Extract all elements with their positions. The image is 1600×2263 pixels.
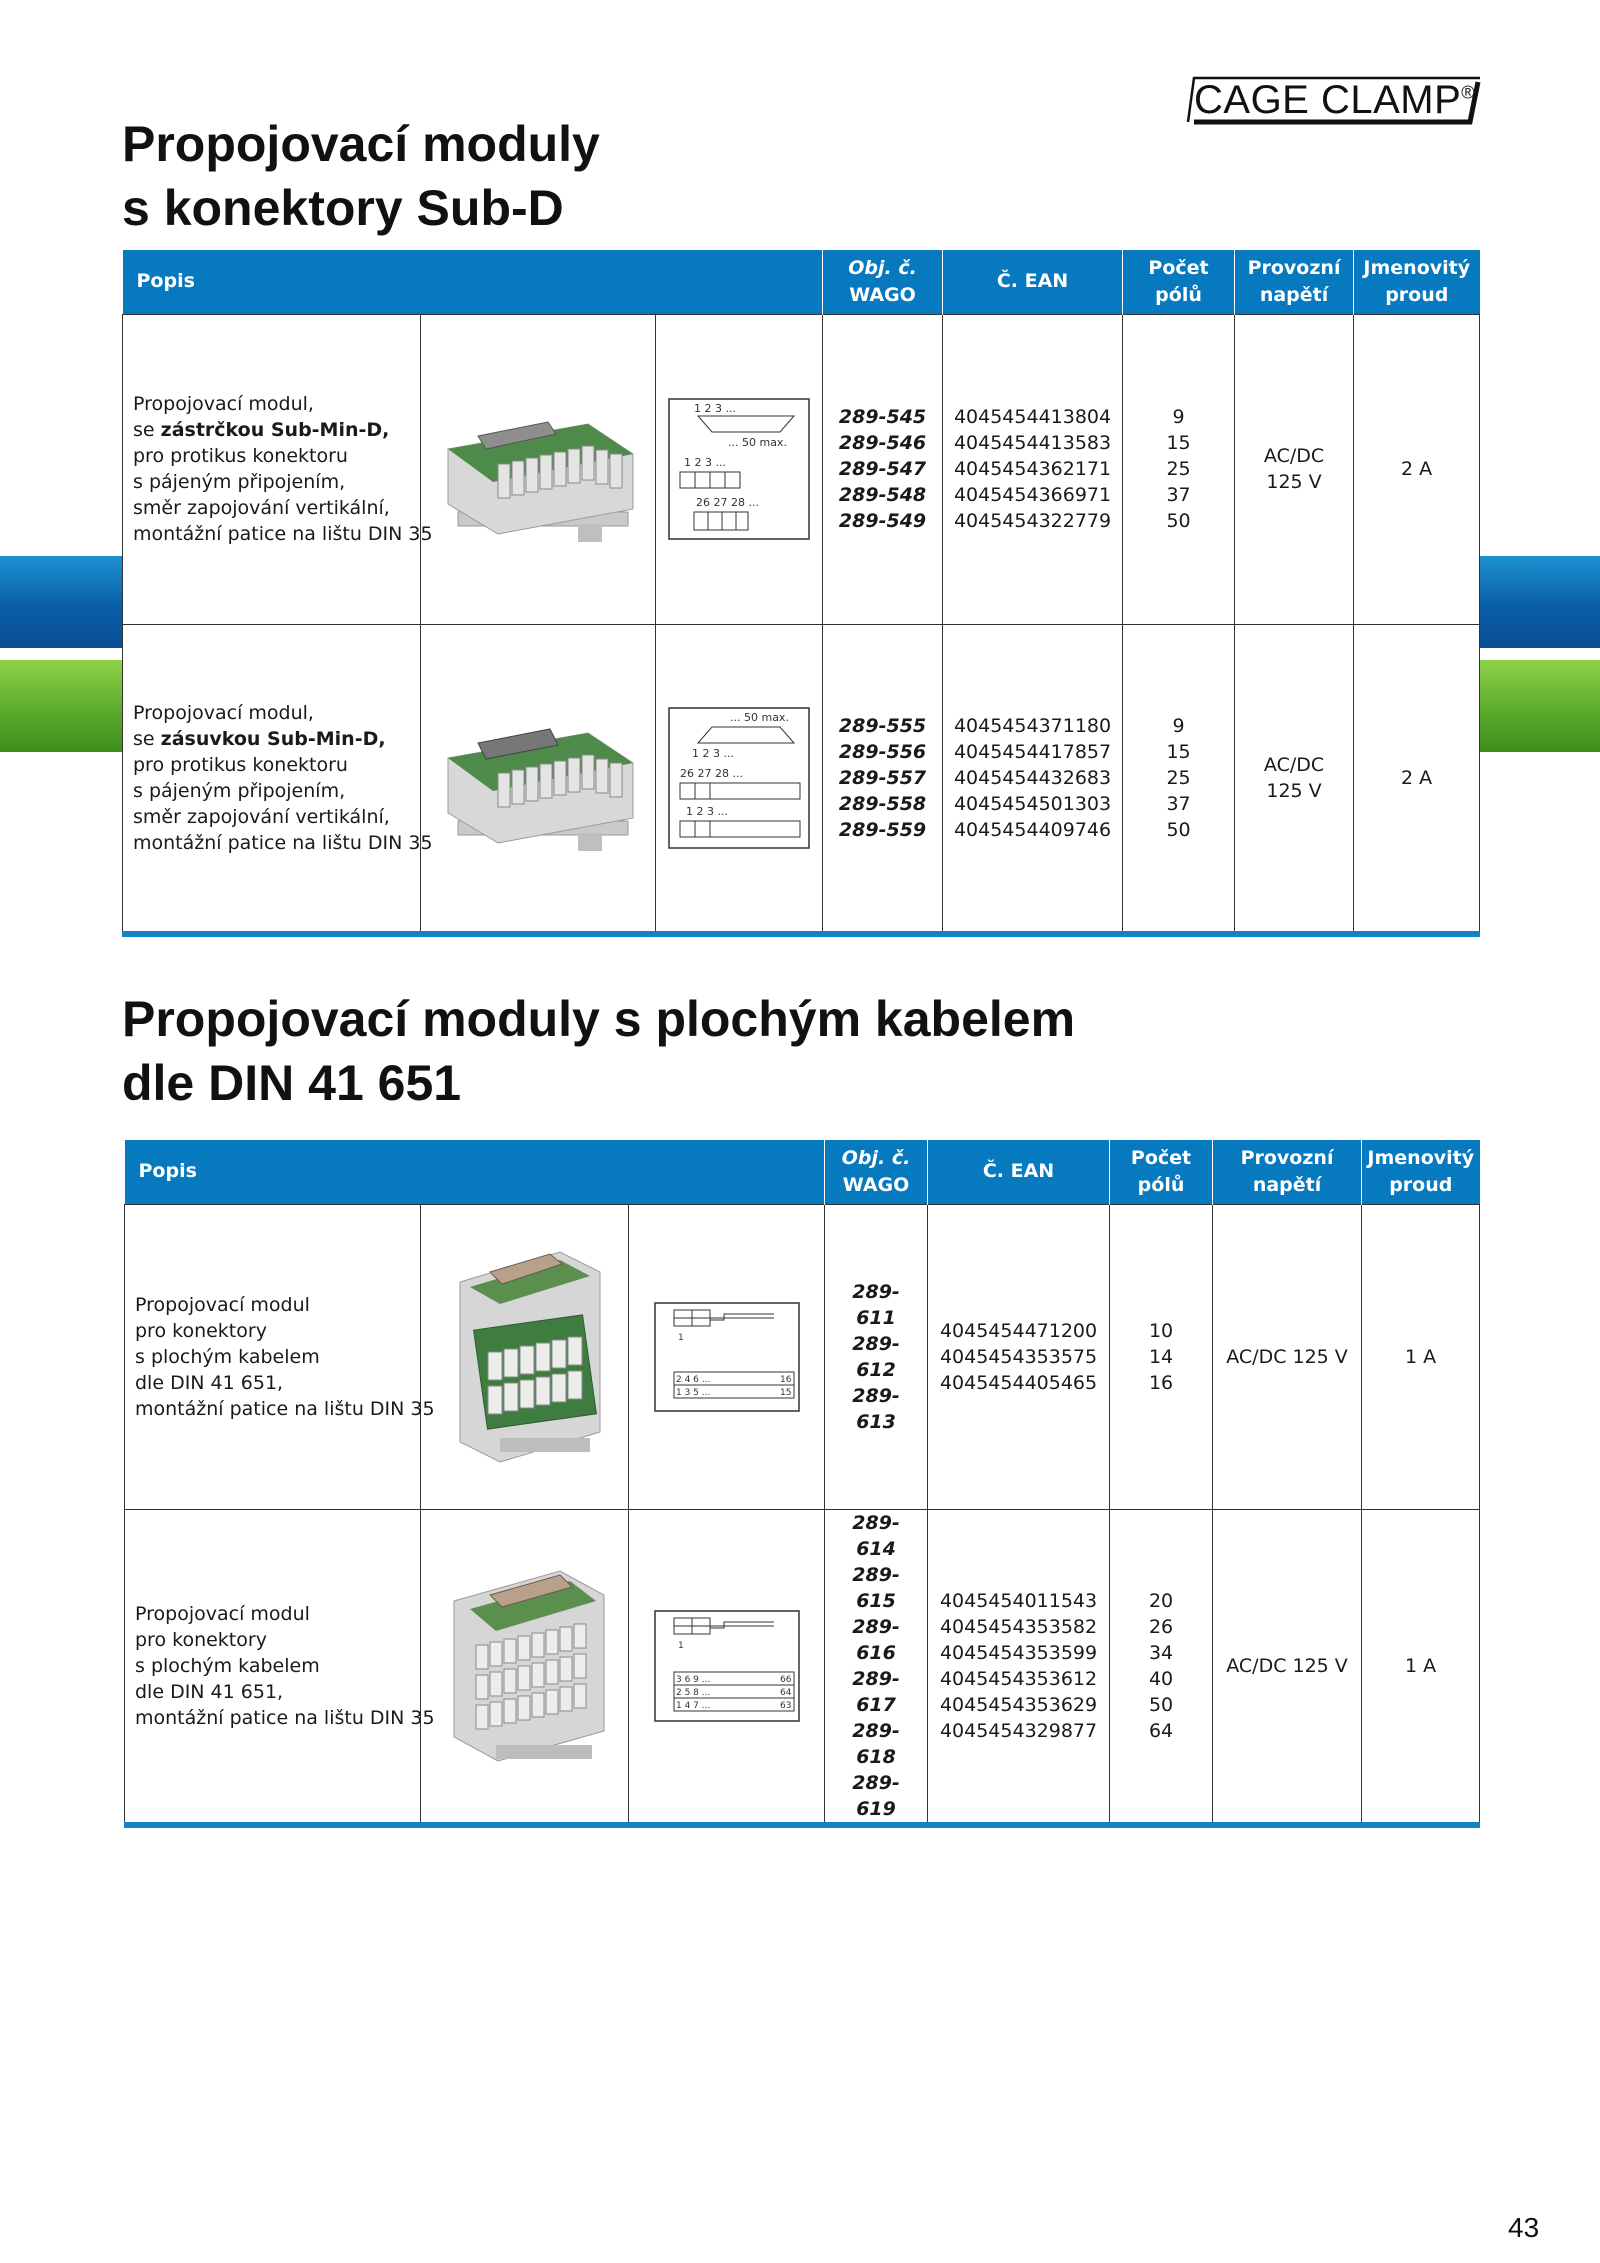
- svg-text:3 6 9 ...: 3 6 9 ...: [675, 1674, 710, 1685]
- product-photo-cell: [421, 1204, 629, 1509]
- svg-text:1 2 3 ...: 1 2 3 ...: [686, 804, 728, 818]
- title-line-1: Propojovací moduly s plochým kabelem: [122, 991, 1076, 1047]
- ean-codes: 4045454413804 4045454413583 4045454362171 4045454366971 4045454322779: [943, 314, 1123, 624]
- order-codes: 289-611 289-612 289-613: [825, 1204, 928, 1509]
- product-photo-cell: [421, 624, 656, 934]
- section-title-sub-d: [122, 112, 600, 240]
- connector-diagram-cell: [656, 314, 823, 624]
- header-obj: Obj. č. WAGO: [823, 250, 943, 314]
- table-sub-d: [122, 250, 1480, 937]
- svg-text:1 4 7 ...: 1 4 7 ...: [675, 1700, 710, 1711]
- pin-diagram-icon: [654, 1610, 800, 1722]
- svg-text:64: 64: [779, 1687, 791, 1698]
- connector-diagram-cell: [629, 1204, 825, 1509]
- row-description: Propojovací modul, se zásuvkou Sub-Min-D, pro protikus konektoru s pájeným připojením, směr zapojování vertikální, montážní patice na lištu DIN 35: [123, 624, 421, 934]
- svg-text:... 50 max.: ... 50 max.: [730, 710, 789, 724]
- operating-voltage: AC/DC 125 V: [1213, 1509, 1362, 1825]
- svg-text:1 2 3 ...: 1 2 3 ...: [692, 746, 734, 760]
- svg-text:15: 15: [779, 1387, 791, 1398]
- header-obj: Obj. č. WAGO: [825, 1140, 928, 1204]
- connector-diagram-cell: [656, 624, 823, 934]
- connector-diagram-cell: [629, 1509, 825, 1825]
- operating-voltage: AC/DC 125 V: [1235, 624, 1354, 934]
- header-poles: Počet pólů: [1110, 1140, 1213, 1204]
- rated-current: 2 A: [1354, 314, 1480, 624]
- header-popis: Popis: [125, 1140, 825, 1204]
- svg-text:1: 1: [677, 1332, 684, 1343]
- row-description: Propojovací modul pro konektory s plochým kabelem dle DIN 41 651, montážní patice na lištu DIN 35: [125, 1204, 421, 1509]
- rated-current: 2 A: [1354, 624, 1480, 934]
- header-voltage: Provozní napětí: [1213, 1140, 1362, 1204]
- pole-counts: 9 15 25 37 50: [1123, 314, 1235, 624]
- page-number: 43: [1508, 2212, 1540, 2243]
- side-band-blue-right: [1479, 556, 1600, 648]
- section-title-flat-cable: [122, 987, 1075, 1115]
- header-popis: Popis: [123, 250, 823, 314]
- ean-codes: 4045454371180 4045454417857 4045454432683 4045454501303 4045454409746: [943, 624, 1123, 934]
- ean-codes: 4045454011543 4045454353582 4045454353599 4045454353612 4045454353629 4045454329877: [928, 1509, 1110, 1825]
- pin-diagram-icon: [668, 398, 810, 540]
- row-description: Propojovací modul, se zástrčkou Sub-Min-D, pro protikus konektoru s pájeným připojením, směr zapojování vertikální, montážní patice na lištu DIN 35: [123, 314, 421, 624]
- row-description: Propojovací modul pro konektory s plochým kabelem dle DIN 41 651, montážní patice na lištu DIN 35: [125, 1509, 421, 1825]
- svg-text:66: 66: [779, 1674, 791, 1685]
- module-photo-icon: [438, 703, 638, 853]
- title-line-2: dle DIN 41 651: [122, 1055, 462, 1111]
- svg-text:1 2 3 ...: 1 2 3 ...: [694, 402, 736, 415]
- table-row: [125, 1204, 1480, 1509]
- pole-counts: 20 26 34 40 50 64: [1110, 1509, 1213, 1825]
- module-photo-icon: [440, 1242, 610, 1472]
- header-ean: Č. EAN: [943, 250, 1123, 314]
- table-row: [123, 314, 1480, 624]
- module-photo-icon: [440, 1561, 610, 1771]
- rated-current: 1 A: [1362, 1509, 1480, 1825]
- product-photo-cell: [421, 1509, 629, 1825]
- side-band-blue-left: [0, 556, 123, 648]
- title-line-2: s konektory Sub-D: [122, 180, 564, 236]
- svg-text:2 5 8 ...: 2 5 8 ...: [675, 1687, 710, 1698]
- ean-codes: 4045454471200 4045454353575 4045454405465: [928, 1204, 1110, 1509]
- table-header-row: [123, 250, 1480, 314]
- pin-diagram-icon: [668, 707, 810, 849]
- header-poles: Počet pólů: [1123, 250, 1235, 314]
- rated-current: 1 A: [1362, 1204, 1480, 1509]
- side-band-green-left: [0, 660, 123, 752]
- header-current: Jmenovitý proud: [1354, 250, 1480, 314]
- title-line-1: Propojovací moduly: [122, 116, 600, 172]
- header-current: Jmenovitý proud: [1362, 1140, 1480, 1204]
- svg-text:1 3 5 ...: 1 3 5 ...: [675, 1387, 710, 1398]
- module-photo-icon: [438, 394, 638, 544]
- product-photo-cell: [421, 314, 656, 624]
- table-row: [125, 1509, 1480, 1825]
- order-codes: 289-555 289-556 289-557 289-558 289-559: [823, 624, 943, 934]
- svg-text:1 2 3 ...: 1 2 3 ...: [684, 456, 726, 469]
- pin-diagram-icon: [654, 1302, 800, 1412]
- svg-text:26 27 28 ...: 26 27 28 ...: [696, 496, 759, 509]
- table-flat-cable: [124, 1140, 1480, 1828]
- table-row: [123, 624, 1480, 934]
- table-header-row: [125, 1140, 1480, 1204]
- registered-mark: ®: [1461, 82, 1476, 103]
- order-codes: 289-614 289-615 289-616 289-617 289-618 289-619: [825, 1509, 928, 1825]
- svg-text:63: 63: [779, 1700, 791, 1711]
- side-band-green-right: [1479, 660, 1600, 752]
- header-ean: Č. EAN: [928, 1140, 1110, 1204]
- logo-text: CAGE CLAMP®: [1194, 78, 1476, 122]
- cage-clamp-logo: [1180, 74, 1486, 126]
- svg-text:16: 16: [779, 1374, 791, 1385]
- pole-counts: 9 15 25 37 50: [1123, 624, 1235, 934]
- svg-text:... 50 max.: ... 50 max.: [728, 436, 787, 449]
- svg-text:2 4 6 ...: 2 4 6 ...: [675, 1374, 710, 1385]
- operating-voltage: AC/DC 125 V: [1235, 314, 1354, 624]
- svg-text:26 27 28 ...: 26 27 28 ...: [680, 766, 743, 780]
- header-voltage: Provozní napětí: [1235, 250, 1354, 314]
- order-codes: 289-545 289-546 289-547 289-548 289-549: [823, 314, 943, 624]
- operating-voltage: AC/DC 125 V: [1213, 1204, 1362, 1509]
- pole-counts: 10 14 16: [1110, 1204, 1213, 1509]
- svg-text:1: 1: [677, 1640, 684, 1651]
